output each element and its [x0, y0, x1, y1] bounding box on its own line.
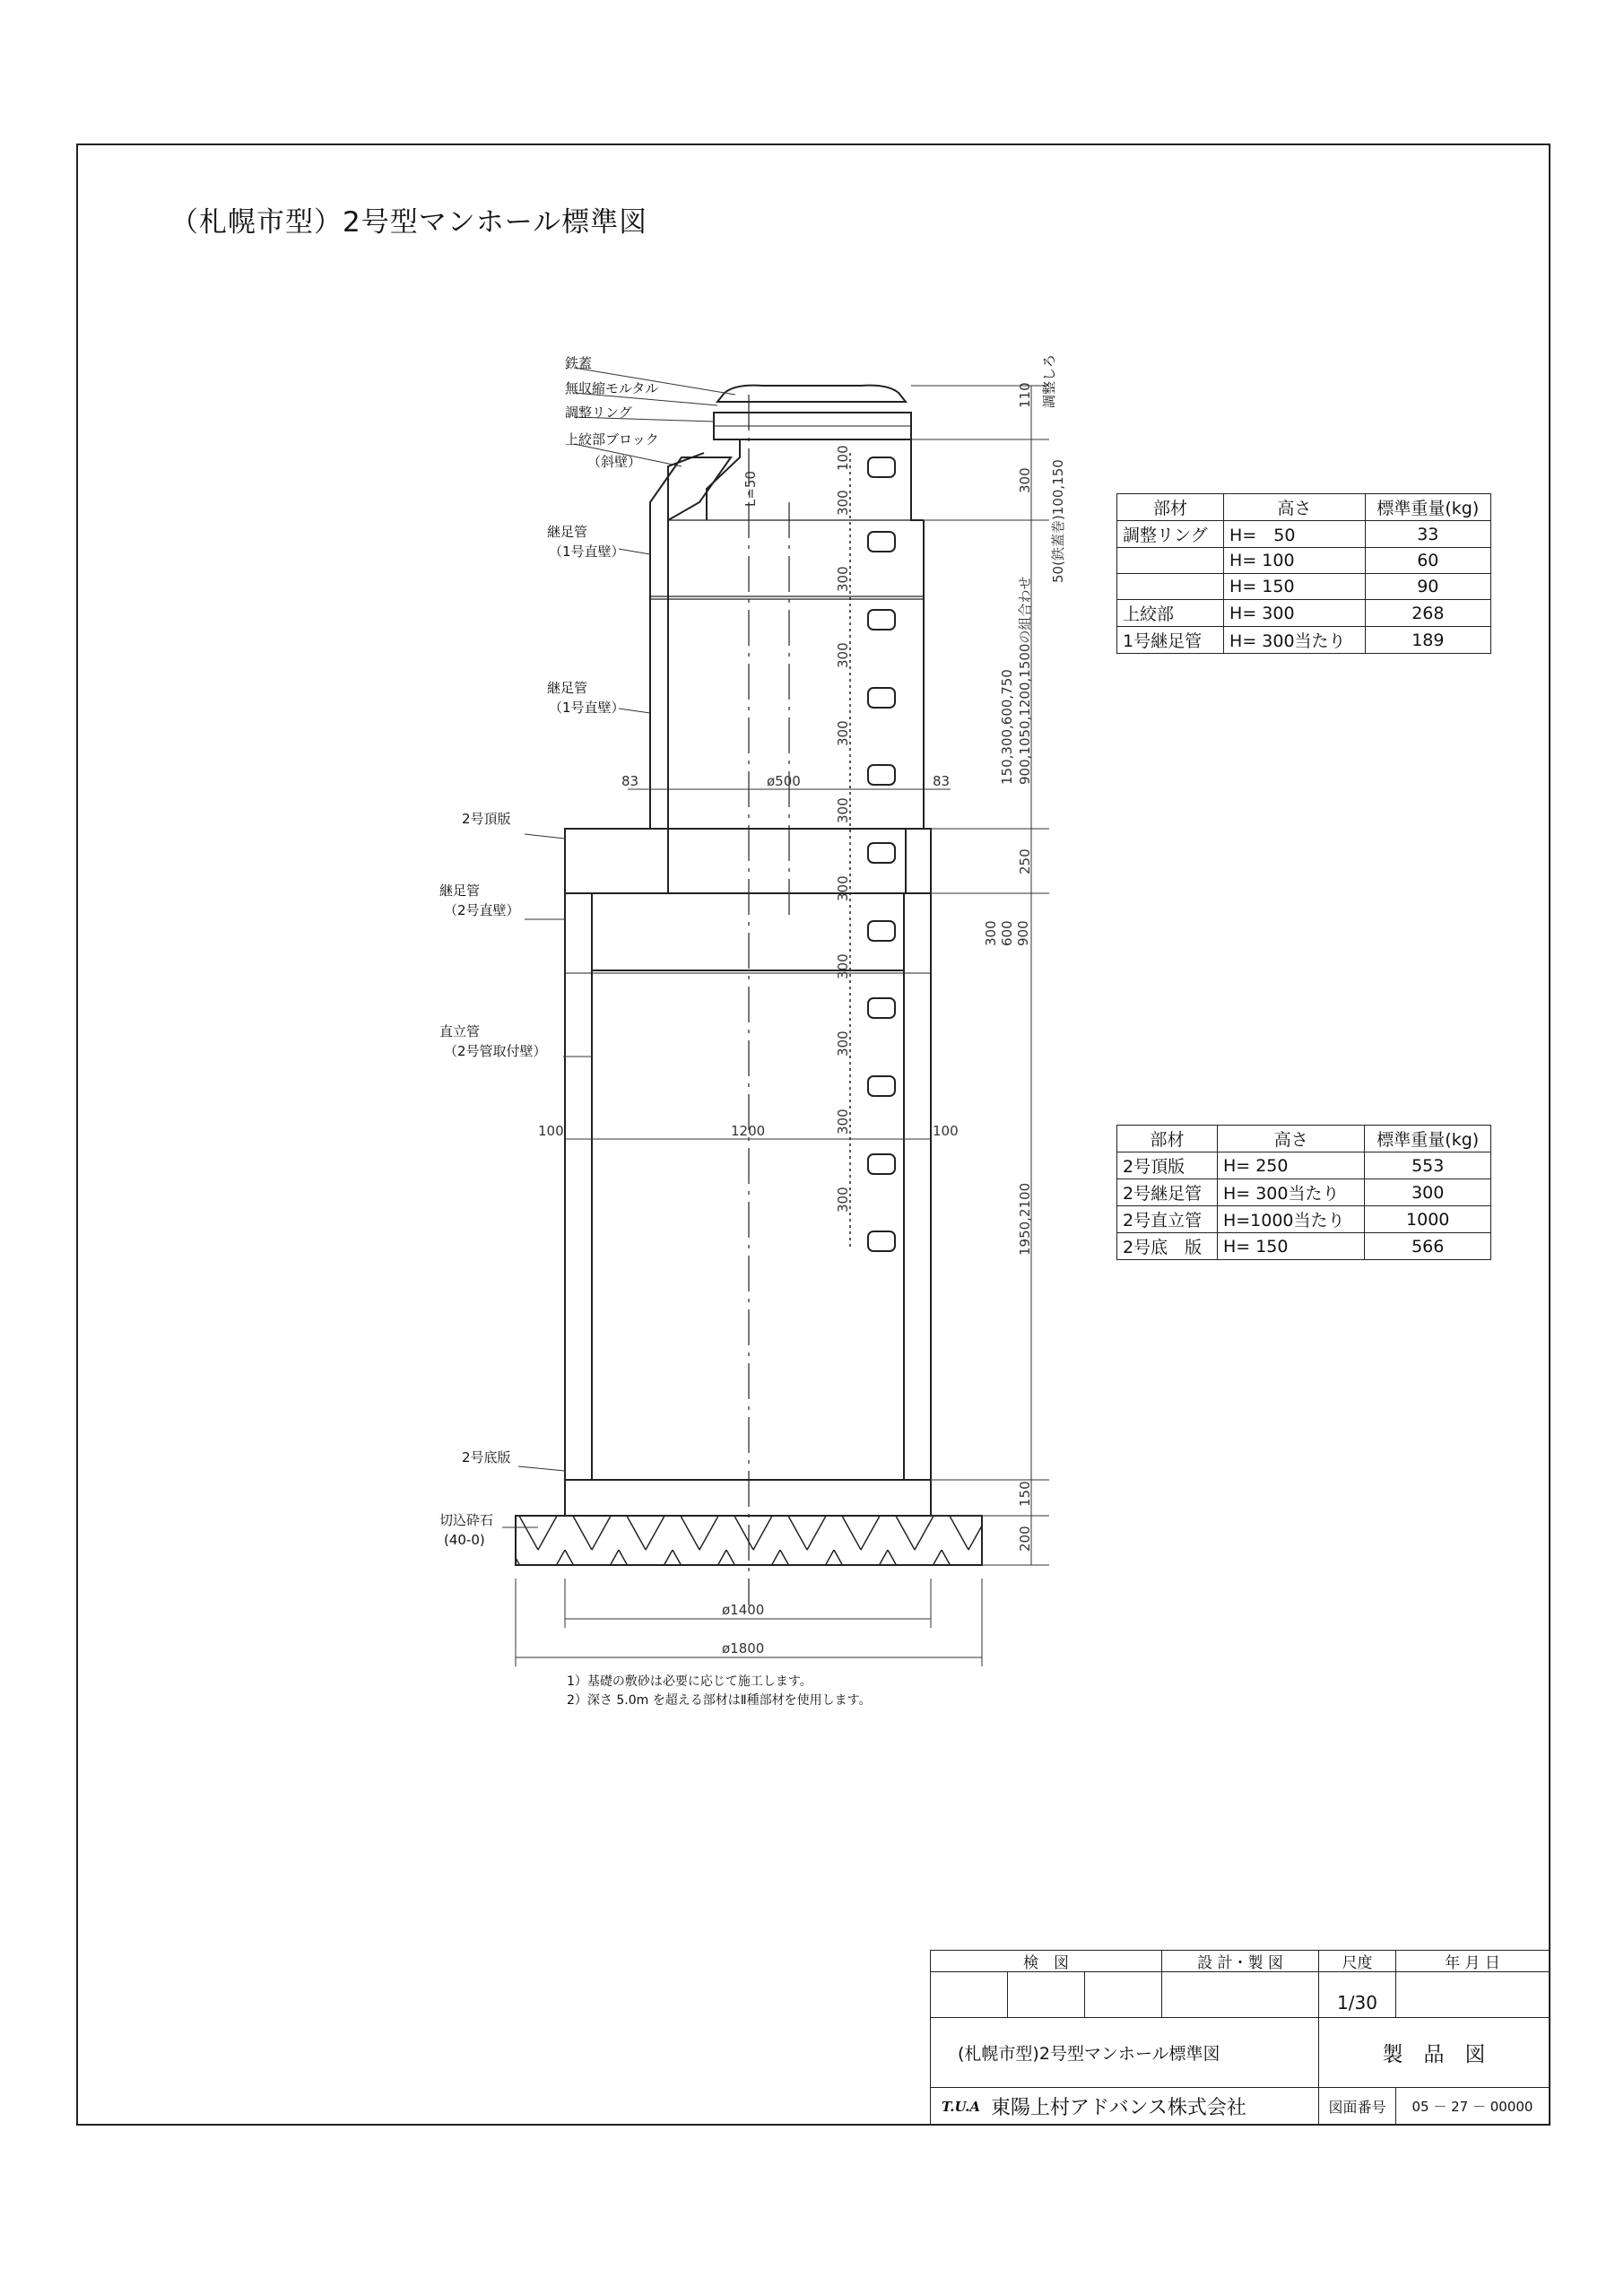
tb-nengappi: 年 月 日	[1395, 1950, 1550, 1972]
tb-cell	[930, 1971, 1008, 2018]
table-cell: 1号継足管	[1117, 627, 1224, 654]
table-cell: 2号頂版	[1117, 1152, 1218, 1179]
table-header: 標準重量(kg)	[1365, 1126, 1491, 1152]
no2-bottom-slab	[565, 1480, 931, 1516]
label-upper-block: 上絞部ブロック	[565, 431, 659, 448]
notes	[567, 1673, 871, 1710]
table-header: 高さ	[1217, 1126, 1365, 1152]
table-cell: H= 50	[1224, 521, 1366, 548]
step-spacing-3: 300	[835, 642, 851, 668]
label-adjust-margin: 調整しろ	[1041, 353, 1057, 408]
table-row	[1117, 1233, 1491, 1260]
company-name: 東陽上村アドバンス株式会社	[991, 2097, 1246, 2119]
table-cell: 上絞部	[1117, 600, 1224, 627]
label-no1-straight-1b: （1号直壁）	[549, 700, 625, 716]
note-1: 1）基礎の敷砂は必要に応じて施工します。	[567, 1674, 812, 1689]
table-row	[1117, 1152, 1491, 1179]
table-cell: H= 100	[1224, 548, 1366, 574]
dim-1950: 1950,2100	[1017, 1182, 1033, 1256]
table-cell: 1000	[1365, 1206, 1491, 1233]
label-extension-pipe-1b: 継足管	[547, 680, 588, 696]
table-cell: H= 150	[1217, 1233, 1365, 1260]
table-row	[1117, 1179, 1491, 1206]
table-row	[1117, 627, 1491, 654]
tb-scale: 1/30	[1318, 1971, 1396, 2018]
table-cell: H=1000当たり	[1217, 1206, 1365, 1233]
dim-1200: 1200	[731, 1123, 766, 1139]
table-cell: 60	[1365, 548, 1490, 574]
drawing-title: （札幌市型）2号型マンホール標準図	[170, 206, 648, 239]
step-spacing-1: 300	[835, 490, 851, 516]
dim-150: 150	[1017, 1481, 1033, 1507]
label-crushed-stone-size: (40-0)	[444, 1532, 485, 1548]
table-cell: H= 300	[1224, 600, 1366, 627]
table-header: 標準重量(kg)	[1365, 494, 1490, 521]
no2-straight-wall	[565, 893, 931, 1480]
table-row	[1117, 521, 1491, 548]
dim-500: ø500	[767, 773, 801, 789]
label-no2-straight: （2号直壁）	[444, 902, 520, 918]
tb-cell	[1161, 1971, 1319, 2018]
upper-cone	[668, 439, 924, 520]
table-cell: 189	[1365, 627, 1490, 654]
label-extension-pipe-2: 継足管	[439, 883, 481, 899]
table-cell: H= 150	[1224, 574, 1366, 600]
label-no1-straight-1: （1号直壁）	[549, 544, 625, 560]
table-cell	[1117, 548, 1224, 574]
dim-600: 600	[999, 920, 1015, 946]
label-nonshrink-mortar: 無収縮モルタル	[565, 380, 659, 396]
table-cell: 300	[1365, 1179, 1491, 1206]
label-no2-pipe-wall: （2号管取付壁）	[444, 1043, 547, 1059]
title-block	[930, 1950, 1550, 2126]
table-cell: 調整リング	[1117, 521, 1224, 548]
tb-cell	[1395, 1971, 1550, 2018]
dim-300-top: 300	[1017, 467, 1033, 493]
table-header: 部材	[1117, 1126, 1218, 1152]
step-spacing-7: 300	[835, 953, 851, 979]
table-cell: 2号直立管	[1117, 1206, 1218, 1233]
table-cell: H= 250	[1217, 1152, 1365, 1179]
step-spacing-8: 300	[835, 1031, 851, 1057]
note-2: 2）深さ 5.0m を超える部材はⅡ種部材を使用します。	[567, 1693, 872, 1708]
table-cell: 566	[1365, 1233, 1491, 1260]
tb-drawing-name: (札幌市型)2号型マンホール標準図	[930, 2017, 1319, 2088]
dim-1800: ø1800	[722, 1640, 765, 1657]
label-no2-bottom-slab: 2号底版	[462, 1449, 511, 1465]
table-cell: 553	[1365, 1152, 1491, 1179]
dim-l50: L=50	[743, 470, 759, 507]
step-spacing-9: 300	[835, 1109, 851, 1135]
step-spacing-4: 300	[835, 720, 851, 746]
dim-combo-1: 150,300,600,750	[999, 669, 1015, 785]
table-cell: H= 300当たり	[1224, 627, 1366, 654]
step-spacing-5: 300	[835, 797, 851, 823]
table-cell	[1117, 574, 1224, 600]
label-adjust-ring: 調整リング	[565, 404, 632, 421]
step-spacing-10: 300	[835, 1187, 851, 1213]
dim-50-lid: 50(鉄蓋巻)100,150	[1050, 459, 1066, 583]
table-cell: 90	[1365, 574, 1490, 600]
table-row	[1117, 600, 1491, 627]
dim-100-right: 100	[933, 1123, 959, 1139]
tb-product-drawing: 製 品 図	[1318, 2017, 1550, 2088]
dim-200: 200	[1017, 1526, 1033, 1552]
company-logo: T.U.A	[942, 2098, 981, 2115]
step-spacing-6: 300	[835, 875, 851, 901]
tb-kenzu: 検 図	[930, 1950, 1162, 1972]
dim-900: 900	[1015, 920, 1031, 946]
dim-250: 250	[1017, 848, 1033, 874]
label-no2-top-slab: 2号頂版	[462, 811, 511, 827]
dim-1400: ø1400	[722, 1602, 765, 1618]
tb-drawing-number-label: 図面番号	[1318, 2087, 1396, 2126]
tb-cell	[1007, 1971, 1085, 2018]
step-spacing-2: 300	[835, 566, 851, 592]
dim-83-left: 83	[621, 773, 639, 789]
label-oblique-wall: （斜壁）	[587, 454, 642, 470]
table-cell: H= 300当たり	[1217, 1179, 1365, 1206]
label-extension-pipe-1: 継足管	[547, 524, 588, 540]
ladder-steps	[868, 457, 895, 1251]
table-header: 部材	[1117, 494, 1224, 521]
weight-table-upper	[1116, 493, 1491, 654]
dim-83-right: 83	[933, 773, 951, 789]
tb-drawing-number: 05 － 27 － 00000	[1395, 2087, 1550, 2126]
weight-table-lower	[1116, 1125, 1491, 1260]
tb-shakudo: 尺度	[1318, 1950, 1396, 1972]
dim-100-left: 100	[538, 1123, 564, 1139]
label-crushed-stone: 切込砕石	[439, 1512, 494, 1528]
dim-combo-2: 900,1050,1200,1500の組合わせ	[1017, 576, 1033, 785]
tb-company-cell	[930, 2087, 1319, 2126]
label-riser-pipe: 直立管	[439, 1023, 481, 1039]
tb-cell	[1084, 1971, 1162, 2018]
dim-300-b: 300	[983, 920, 999, 946]
table-cell: 33	[1365, 521, 1490, 548]
iron-lid	[717, 386, 906, 402]
dim-110: 110	[1017, 382, 1033, 408]
table-cell: 2号底 版	[1117, 1233, 1218, 1260]
table-header: 高さ	[1224, 494, 1366, 521]
table-cell: 268	[1365, 600, 1490, 627]
table-row	[1117, 574, 1491, 600]
label-iron-lid: 鉄蓋	[565, 355, 593, 371]
table-row	[1117, 1206, 1491, 1233]
tb-sekkei: 設 計・製 図	[1161, 1950, 1319, 1972]
table-row	[1117, 548, 1491, 574]
dim-100-small: 100	[835, 445, 851, 471]
table-cell: 2号継足管	[1117, 1179, 1218, 1206]
